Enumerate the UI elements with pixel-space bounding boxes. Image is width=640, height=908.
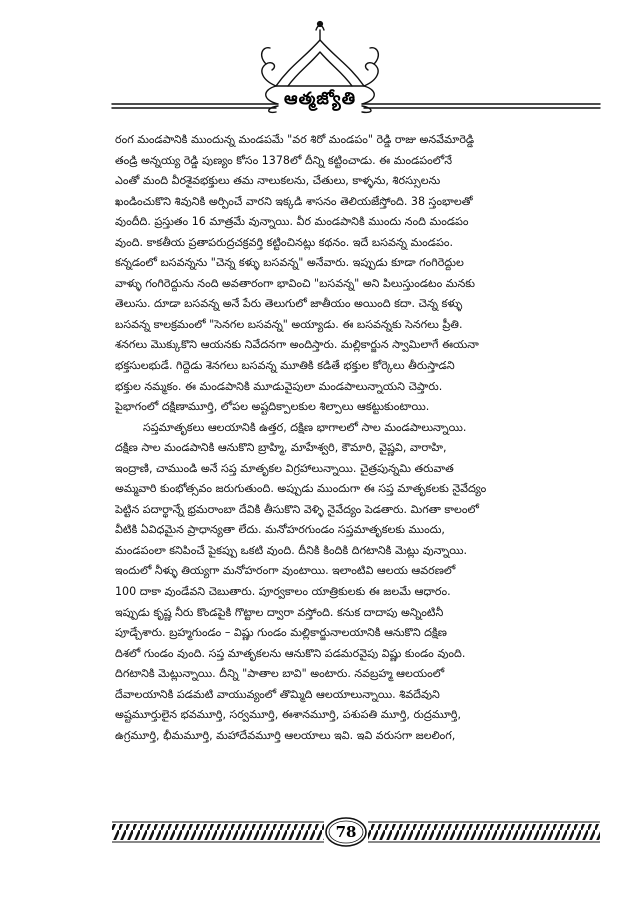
- text-line: తండ్రి అన్నయ్య రెడ్డి పుణ్యం కోసం 1378లో దీన్ని కట్టించాడు. ఈ మండపంలోనే: [115, 153, 453, 167]
- text-line: అమ్మవారి కుంభోత్సవం జరుగుతుంది. అప్పుడు ముందుగా ఈ సప్త మాతృకలకు నైవేద్యం: [115, 482, 487, 496]
- text-line: ఇంద్రాణి, చాముండి అనే సప్త మాతృకల విగ్రహాలున్నాయి. చైత్రపున్నమి తరువాత: [115, 461, 454, 475]
- page-header: [0, 0, 640, 122]
- footer-hatch-bar: [0, 814, 640, 854]
- running-title: ఆత్మజ్యోతి: [284, 89, 356, 109]
- page-body: [115, 130, 600, 746]
- text-line: వీటికి ఏవిధమైన ప్రాధాన్యతా లేదు. మనోహరగుండం సప్తమాతృకలకు ముందు,: [115, 523, 445, 537]
- text-line: రంగ మండపానికి ముందున్న మండపమే "వర శిరో మండపం" రెడ్డి రాజు అనవేమారెడ్డి: [115, 133, 475, 146]
- text-line: పైభాగంలో దక్షిణామూర్తి, లోపల అష్టదిక్పాలకుల శిల్పాలు ఆకట్టుకుంటాయి.: [115, 400, 430, 414]
- text-line: వాళ్ళు గంగిరెద్దును నంది అవతారంగా భావించి "బసవన్న" అని పిలుస్తుండటం మనకు: [115, 276, 475, 290]
- text-line: దిశలో గుండం వుంది. సప్త మాతృకలను ఆనుకొని పడమరవైపు విష్ణు కుండం వుంది.: [115, 646, 466, 660]
- text-line: శనగలు మొక్కుకొని ఆయనకు నివేదనగా అందిస్తారు. మల్లికార్జున స్వామిలాగే ఈయనా: [115, 338, 479, 352]
- text-line: ఇప్పుడు కృష్ణ నీరు కొండపైకి గొట్టాల ద్వారా వస్తోంది. కనుక దాదాపు అన్నింటినీ: [115, 605, 444, 619]
- text-line: బసవన్న కాలక్రమంలో "సెనగల బసవన్న" అయ్యాడు. ఈ బసవన్నకు సెనగలు ప్రీతి.: [115, 317, 463, 331]
- text-line: సప్తమాతృకలు ఆలయానికి ఉత్తర, దక్షిణ భాగాలలో సాల మండపాలున్నాయి.: [143, 420, 467, 434]
- text-line: దక్షిణ సాల మండపానికి ఆనుకొని బ్రాహ్మి, మాహేశ్వరి, కౌమారి, వైష్ణవి, వారాహి,: [115, 441, 447, 455]
- text-line: భక్తుల నమ్మకం. ఈ మండపానికి మూడువైపులా మండపాలున్నాయని చెప్తారు.: [115, 379, 443, 393]
- text-line: పూడ్చేశారు. బ్రహ్మగుండం – విష్ణు గుండం మల్లికార్జునాలయానికి ఆనుకొని దక్షిణ: [115, 626, 447, 640]
- text-line: ఇందులో నీళ్ళు తియ్యగా మనోహరంగా వుంటాయి. ఇలాంటివి ఆలయ ఆవరణలో: [115, 564, 456, 578]
- text-line: ఎంతో మంది వీరశైవభక్తులు తమ నాలుకలను, చేతులు, కాళ్ళను, శిరస్సులను: [115, 174, 441, 188]
- text-line: వుందీది. ప్రస్తుతం 16 మాత్రమే వున్నాయి. వీర మండపానికి ముందు నంది మండపం: [115, 215, 469, 229]
- page-number: 78: [335, 823, 357, 841]
- text-line: వుంది. కాకతీయ ప్రతాపరుద్రచక్రవర్తి కట్టించినట్లు కథనం. ఇదే బసవన్న మండపం.: [115, 235, 454, 249]
- text-line: కన్నడంలో బసవన్నను "చెన్న కళ్ళు బసవన్న" అనేవారు. ఇప్పుడు కూడా గంగిరెద్దుల: [115, 256, 464, 270]
- text-line: దిగటానికి మెట్లున్నాయి. దీన్ని "పాతాల బావి" అంటారు. నవబ్రహ్మ ఆలయంలో: [115, 667, 445, 681]
- text-line: భక్తసులభుడే. గిద్దెడు శెనగలు బసవన్న మూతికి కడితే భక్తుల కోర్కెలు తీరుస్తాడని: [115, 359, 455, 373]
- text-line: పెట్టిన పదార్థాన్నే భ్రమరాంబా దేవికి తీసుకొని వెళ్ళి నైవేద్యం పెడతారు. మిగతా కాలంలో: [115, 502, 479, 516]
- text-line: ఖండించుకొని శివునికి అర్పించే వారని ఇక్కడి శాసనం తెలియజేస్తోంది. 38 స్తంభాలతో: [115, 194, 473, 208]
- text-line: మండపంలా కనిపించే పైకప్పు ఒకటి వుంది. దీనికి కిందికి దిగటానికి మెట్లు వున్నాయి.: [115, 543, 468, 557]
- text-line: తెలుసు. దూడా బసవన్న అనే పేరు తెలుగులో జాతీయం అయింది కదా. చెన్న కళ్ళు: [115, 297, 463, 311]
- page-footer: [0, 814, 640, 854]
- text-line: ఉగ్రమూర్తి, భీమమూర్తి, మహాదేవమూర్తి ఆలయాలు ఇవి. ఇవి వరుసగా జలలింగ,: [115, 728, 456, 742]
- text-line: దేవాలయానికి పడమటి వాయువ్యంలో తొమ్మిది ఆలయాలున్నాయి. శివదేవుని: [115, 687, 440, 701]
- text-line: అష్టమూర్తులైన భవమూర్తి, సర్వమూర్తి, ఈశానమూర్తి, పశుపతి మూర్తి, రుద్రమూర్తి,: [115, 708, 461, 722]
- text-line: 100 దాకా వుండేవని చెబుతారు. పూర్వకాలం యాత్రికులకు ఈ జలమే ఆధారం.: [115, 585, 451, 599]
